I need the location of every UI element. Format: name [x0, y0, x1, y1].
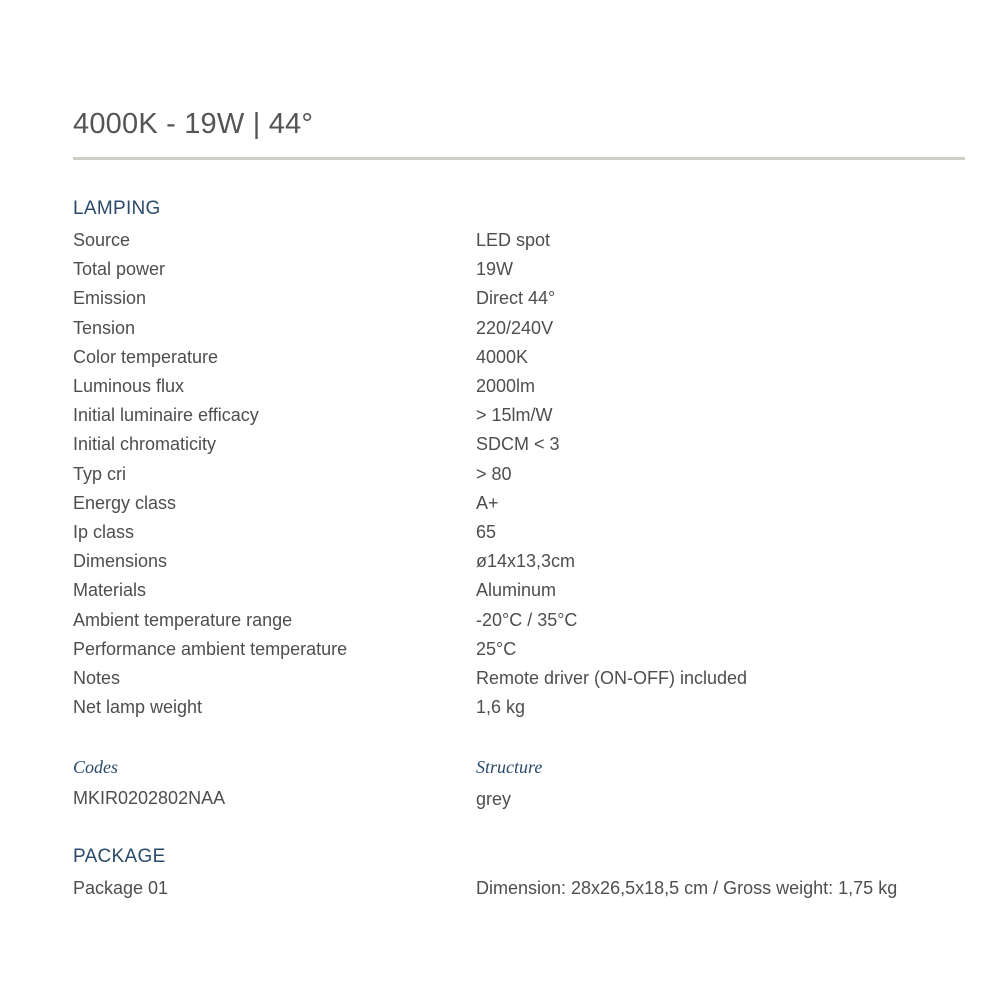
spec-row [73, 489, 965, 518]
spec-value: 4000K [476, 346, 529, 367]
spec-label: Emission [73, 288, 147, 309]
spec-label: Notes [73, 667, 121, 688]
spec-row [73, 284, 965, 313]
spec-row [73, 343, 965, 372]
spec-row [73, 518, 965, 547]
spec-value: 19W [476, 259, 514, 280]
spec-row [73, 460, 965, 489]
spec-value: 2000lm [476, 376, 536, 397]
spec-label: Materials [73, 580, 147, 601]
spec-label: Color temperature [73, 346, 219, 367]
spec-row [73, 693, 965, 722]
spec-row [73, 401, 965, 430]
spec-value: > 15lm/W [476, 405, 553, 426]
spec-row [73, 314, 965, 343]
title-divider [73, 157, 965, 160]
spec-row [73, 372, 965, 401]
spec-row [73, 605, 965, 634]
spec-label: Total power [73, 259, 166, 280]
spec-label: Performance ambient temperature [73, 638, 348, 659]
page-title: 4000K - 19W | 44° [73, 108, 314, 140]
spec-row [73, 226, 965, 255]
spec-value: SDCM < 3 [476, 434, 560, 455]
spec-row [73, 576, 965, 605]
spec-value: Remote driver (ON-OFF) included [476, 667, 748, 688]
spec-sheet [73, 0, 965, 1000]
spec-row [73, 547, 965, 576]
spec-value: 220/240V [476, 317, 554, 338]
spec-value: Direct 44° [476, 288, 556, 309]
spec-row [73, 664, 965, 693]
spec-label: Typ cri [73, 463, 127, 484]
package-heading: PACKAGE [73, 846, 166, 867]
spec-value: > 80 [476, 463, 512, 484]
lamping-spec-list [73, 226, 965, 722]
package-label: Package 01 [73, 878, 169, 898]
spec-label: Source [73, 230, 131, 251]
spec-label: Ip class [73, 521, 135, 542]
spec-value: LED spot [476, 230, 551, 251]
spec-row [73, 635, 965, 664]
spec-value: 65 [476, 521, 497, 542]
spec-value: ø14x13,3cm [476, 551, 576, 572]
spec-label: Initial luminaire efficacy [73, 405, 259, 426]
spec-label: Initial chromaticity [73, 434, 217, 455]
spec-label: Dimensions [73, 551, 168, 572]
structure-value: grey [476, 789, 512, 809]
spec-label: Energy class [73, 492, 177, 513]
spec-label: Tension [73, 317, 136, 338]
spec-label: Luminous flux [73, 376, 185, 397]
spec-value: Aluminum [476, 580, 557, 601]
spec-value: A+ [476, 492, 499, 513]
package-value: Dimension: 28x26,5x18,5 cm / Gross weight: 1,75 kg [476, 878, 898, 898]
spec-row [73, 430, 965, 459]
lamping-heading: LAMPING [73, 198, 161, 219]
spec-row [73, 255, 965, 284]
code-value: MKIR0202802NAA [73, 788, 226, 808]
structure-heading: Structure [476, 757, 543, 777]
spec-value: -20°C / 35°C [476, 609, 578, 630]
codes-heading: Codes [73, 757, 118, 777]
spec-label: Ambient temperature range [73, 609, 293, 630]
spec-value: 25°C [476, 638, 517, 659]
spec-label: Net lamp weight [73, 697, 203, 718]
spec-value: 1,6 kg [476, 697, 526, 718]
